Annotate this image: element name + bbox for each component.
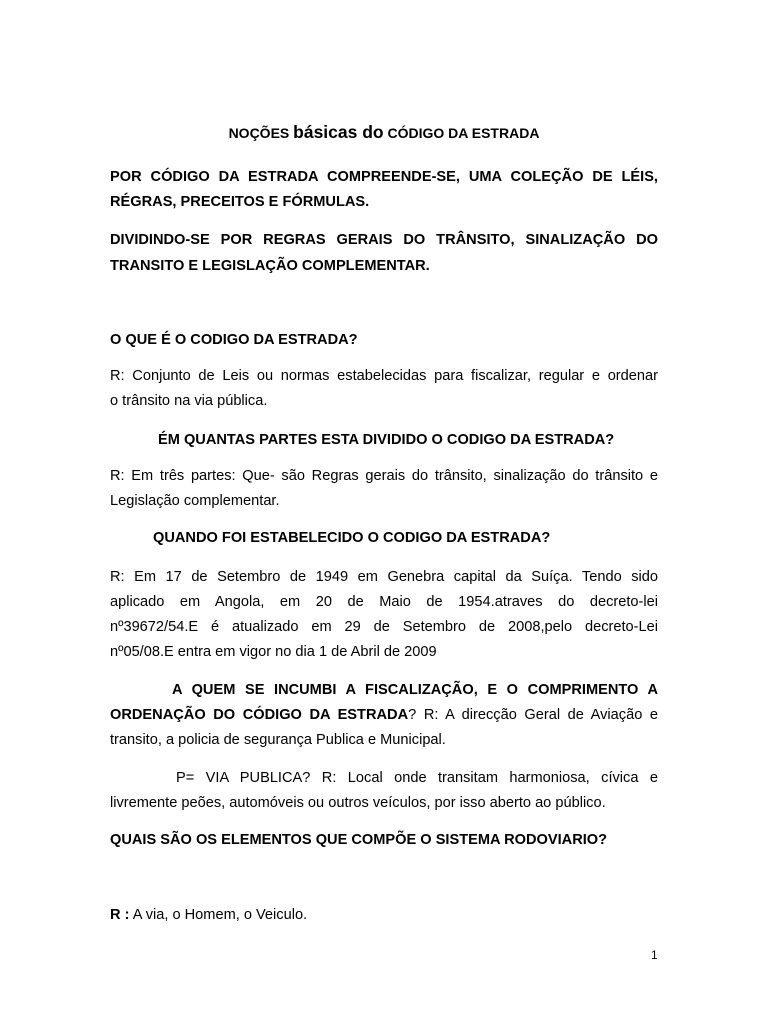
answer-1-line-2: o trânsito na via pública. xyxy=(110,393,268,409)
answer-2-line-2: Legislação complementar. xyxy=(110,493,280,509)
answer-3-line-4: nº05/08.E entra em vigor no dia 1 de Abril de 2009 xyxy=(110,644,437,660)
question-4-line-1: A QUEM SE INCUMBI A FISCALIZAÇÃO, E O COMPRIMENTO A xyxy=(172,682,658,698)
answer-6-label: R : xyxy=(110,907,130,923)
question-6: QUAIS SÃO OS ELEMENTOS QUE COMPÕE O SISTEMA RODOVIARIO? xyxy=(110,832,608,848)
question-4-rest: ? R: A direcção Geral de Aviação e xyxy=(408,707,659,723)
question-5-line-1: P= VIA PUBLICA? R: Local onde transitam harmoniosa, cívica e xyxy=(176,770,658,786)
answer-3-line-2: aplicado em Angola, em 20 de Maio de 1954.atraves do decreto-lei xyxy=(110,594,658,610)
question-1: O QUE É O CODIGO DA ESTRADA? xyxy=(110,332,358,348)
answer-3-line-3: nº39672/54.E é atualizado em 29 de Setembro de 2008,pelo decreto-Lei xyxy=(110,619,658,635)
title-part-3: CÓDIGO DA ESTRADA xyxy=(383,125,540,141)
page-number: 1 xyxy=(651,948,658,962)
answer-3-line-1: R: Em 17 de Setembro de 1949 em Genebra capital da Suíça. Tendo sido xyxy=(110,569,658,585)
intro-paragraph-1-line-2: RÉGRAS, PRECEITOS E FÓRMULAS. xyxy=(110,194,370,210)
question-4-line-2 xyxy=(110,705,658,725)
title-part-2: básicas do xyxy=(293,122,384,142)
intro-paragraph-2-line-1: DIVIDINDO-SE POR REGRAS GERAIS DO TRÂNSITO, SINALIZAÇÃO DO xyxy=(110,232,658,248)
document-title xyxy=(0,122,768,143)
title-part-1: NOÇÕES xyxy=(228,125,294,141)
question-5-line-2: livremente peões, automóveis ou outros veículos, por isso aberto ao público. xyxy=(110,795,606,811)
answer-6-text: A via, o Homem, o Veiculo. xyxy=(129,907,308,923)
intro-paragraph-2-line-2: TRANSITO E LEGISLAÇÃO COMPLEMENTAR. xyxy=(110,258,430,274)
answer-6 xyxy=(110,905,658,925)
question-4-line-3: transito, a policia de segurança Publica e Municipal. xyxy=(110,732,446,748)
answer-2-line-1: R: Em três partes: Que- são Regras gerais do trânsito, sinalização do trânsito e xyxy=(110,468,658,484)
question-2: ÉM QUANTAS PARTES ESTA DIVIDIDO O CODIGO DA ESTRADA? xyxy=(158,432,615,448)
answer-1-line-1: R: Conjunto de Leis ou normas estabelecidas para fiscalizar, regular e ordenar xyxy=(110,368,658,384)
intro-paragraph-1-line-1: POR CÓDIGO DA ESTRADA COMPREENDE-SE, UMA COLEÇÃO DE LÉIS, xyxy=(110,169,658,185)
question-3: QUANDO FOI ESTABELECIDO O CODIGO DA ESTRADA? xyxy=(153,530,551,546)
question-4-bold-part: ORDENAÇÃO DO CÓDIGO DA ESTRADA xyxy=(110,707,409,723)
